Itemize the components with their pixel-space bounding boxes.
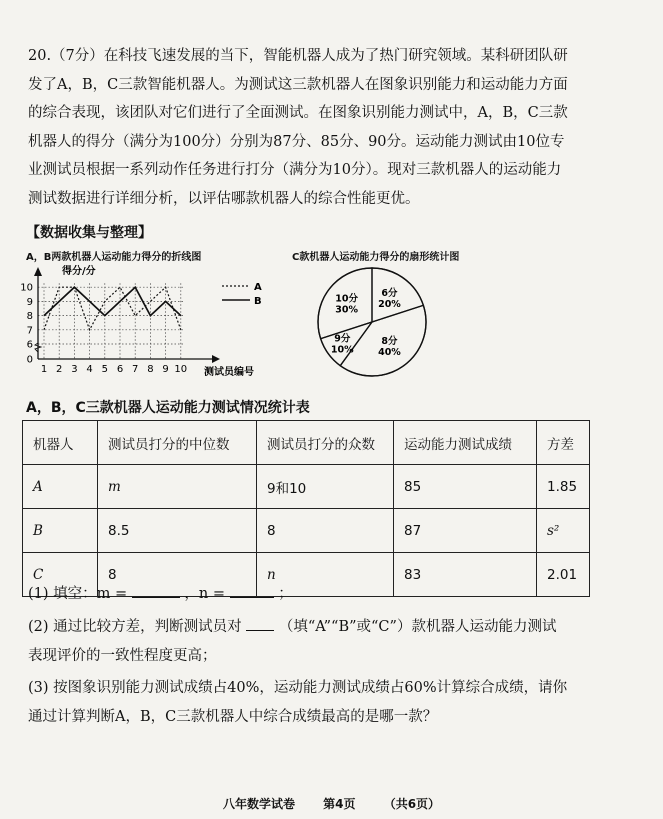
x-tick-label: 2 [56, 364, 63, 375]
legend-b-label: B [254, 296, 262, 307]
table-cell: 83 [394, 553, 537, 597]
q1-mid: ，n = [184, 586, 225, 602]
table-header-row [23, 421, 590, 465]
legend-a-label: A [254, 282, 262, 293]
table-row [23, 509, 590, 553]
header-cell: 机器人 [23, 421, 98, 465]
x-tick-label: 1 [40, 364, 48, 375]
table-title: A，B，C三款机器人运动能力测试情况统计表 [26, 400, 310, 416]
table-cell: n [257, 553, 394, 597]
x-tick-label: 10 [174, 364, 188, 375]
footer-subject: 八年数学试卷 [222, 797, 295, 811]
line-chart-xlabel: 测试员编号 [204, 367, 254, 378]
problem-line: 的综合表现，该团队对它们进行了全面测试。在图象识别能力测试中，A，B，C三款 [28, 105, 568, 121]
table-row [23, 465, 590, 509]
q1-prefix: (1) 填空：m = [28, 586, 128, 602]
footer-page: 第4页 [323, 797, 356, 811]
y-tick-label: 7 [26, 325, 33, 337]
problem-line: 20.（7分）在科技飞速发展的当下，智能机器人成为了热门研究领域。某科研团队研 [28, 48, 568, 64]
q1-blank-m [132, 583, 180, 598]
section-label: 【数据收集与整理】 [26, 225, 152, 241]
table-cell: 8.5 [98, 509, 257, 553]
pie-slice-pct: 40% [378, 347, 401, 359]
problem-line: 机器人的得分（满分为100分）分别为87分、85分、90分。运动能力测试由10位专 [28, 133, 565, 150]
line-chart-grid [38, 283, 185, 359]
x-tick-label: 8 [147, 364, 154, 375]
q1-end: ； [278, 586, 293, 602]
table-cell: 2.01 [537, 553, 590, 597]
footer-total: （共6页） [383, 797, 441, 811]
table-cell: 8 [98, 553, 257, 597]
y-tick-label: 10 [20, 282, 33, 294]
problem-line: 业测试员根据一系列动作任务进行打分（满分为10分）。现对三款机器人的运动能力 [28, 162, 562, 178]
q2-suffix: （填“A”“B”或“C”）款机器人运动能力测试 [278, 619, 557, 635]
stats-table [22, 420, 590, 597]
y-tick-label: 6 [26, 339, 33, 351]
table-cell: s² [537, 509, 590, 553]
header-cell: 测试员打分的中位数 [98, 421, 257, 465]
y-axis-arrow [34, 267, 42, 276]
table-cell: A [23, 465, 98, 509]
page-footer [0, 795, 663, 812]
x-tick-label: 9 [162, 364, 169, 375]
x-tick-label: 5 [101, 364, 108, 375]
line-chart-ylabel: 得分/分 [62, 266, 96, 277]
header-cell: 测试员打分的众数 [257, 421, 394, 465]
pie-slice-label: 8分 [381, 336, 398, 348]
x-tick-label: 7 [132, 364, 139, 375]
q2-blank [246, 616, 274, 631]
y-tick-label: 8 [26, 311, 33, 323]
line-chart [22, 262, 272, 382]
problem-text [28, 42, 648, 213]
table-cell: 85 [394, 465, 537, 509]
y-tick-label: 9 [26, 296, 33, 308]
pie-slice-pct: 30% [335, 304, 359, 316]
y-tick-label: 0 [26, 354, 33, 366]
q2-prefix: (2) 通过比较方差，判断测试员对 [28, 619, 242, 635]
pie-chart-title: C款机器人运动能力得分的扇形统计图 [292, 252, 460, 263]
problem-line: 测试数据进行详细分析，以评估哪款机器人的综合性能更优。 [28, 190, 420, 207]
table-cell: 1.85 [537, 465, 590, 509]
table-cell: C [23, 553, 98, 597]
line-chart-axes [34, 267, 220, 363]
x-tick-label: 3 [71, 364, 78, 375]
pie-slice-label: 9分 [334, 333, 351, 345]
pie-slice-pct: 20% [378, 298, 401, 310]
question-2 [28, 615, 556, 636]
question-3-line2: 通过计算判断A，B，C三款机器人中综合成绩最高的是哪一款？ [28, 709, 438, 725]
table-cell: 9和10 [257, 465, 394, 509]
table-cell: 87 [394, 509, 537, 553]
line-chart-legend [222, 282, 262, 307]
x-tick-label: 4 [86, 364, 93, 375]
table-cell: 8 [257, 509, 394, 553]
header-cell: 方差 [537, 421, 590, 465]
table-cell: B [23, 509, 98, 553]
pie-chart [310, 262, 450, 387]
problem-line: 发了A，B，C三款智能机器人。为测试这三款机器人在图象识别能力和运动能力方面 [28, 76, 568, 93]
table-cell: m [98, 465, 257, 509]
line-chart-title: A，B两款机器人运动能力得分的折线图 [26, 252, 202, 263]
question-3: (3) 按图象识别能力测试成绩占40%，运动能力测试成绩占60%计算综合成绩，请你 [28, 680, 568, 696]
x-axis-arrow [212, 355, 220, 363]
pie-slice-label: 6分 [381, 287, 398, 299]
question-1 [28, 582, 293, 603]
question-2-line2: 表现评价的一致性程度更高； [28, 648, 217, 664]
q1-blank-n [230, 583, 274, 598]
pie-slice-pct: 10% [330, 344, 354, 356]
pie-slice-label: 10分 [335, 293, 359, 305]
header-cell: 运动能力测试成绩 [394, 421, 537, 465]
x-tick-label: 6 [116, 364, 124, 375]
